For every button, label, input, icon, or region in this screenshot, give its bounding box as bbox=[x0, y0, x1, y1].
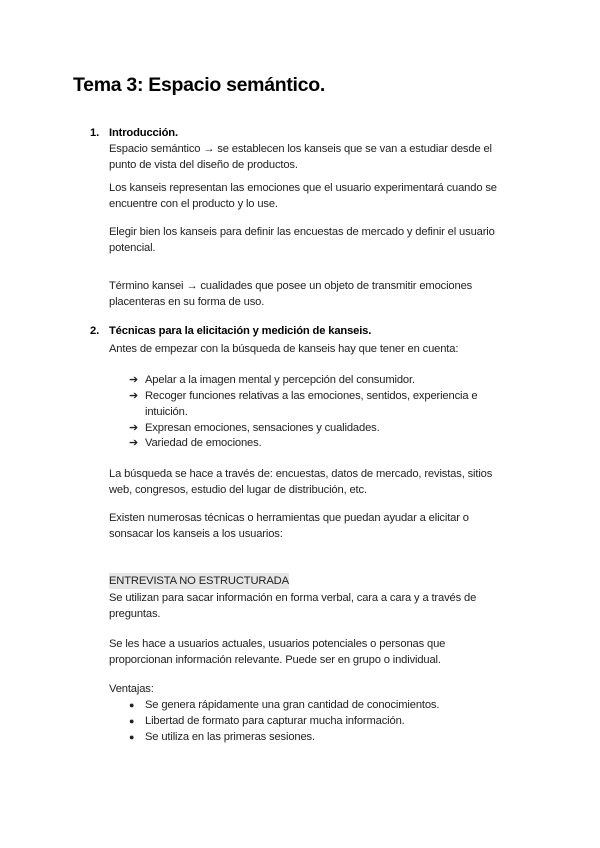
section-number: 2. bbox=[90, 325, 100, 337]
paragraph-line: encuentre con el producto y lo use. bbox=[109, 198, 278, 210]
paragraph-line: Espacio semántico → se establecen los kanseis que se van a estudiar desde el bbox=[109, 143, 492, 155]
paragraph-line: Elegir bien los kanseis para definir las encuestas de mercado y definir el usuario bbox=[109, 226, 495, 238]
bullet-icon: ● bbox=[129, 700, 135, 710]
paragraph-line: sonsacar los kanseis a los usuarios: bbox=[109, 528, 283, 540]
paragraph-line: proporcionan información relevante. Puede ser en grupo o individual. bbox=[109, 654, 441, 666]
list-item: Se utiliza en las primeras sesiones. bbox=[145, 731, 315, 743]
paragraph-line: Antes de empezar con la búsqueda de kanseis hay que tener en cuenta: bbox=[109, 343, 459, 355]
paragraph-line: preguntas. bbox=[109, 608, 161, 620]
arrow-bullet-icon: ➔ bbox=[129, 437, 139, 449]
paragraph-line: potencial. bbox=[109, 242, 156, 254]
paragraph-line: Los kanseis representan las emociones que el usuario experimentará cuando se bbox=[109, 182, 497, 194]
list-item: Apelar a la imagen mental y percepción del consumidor. bbox=[145, 374, 415, 386]
paragraph-line: placenteras en su forma de uso. bbox=[109, 296, 265, 308]
subsection-heading: ENTREVISTA NO ESTRUCTURADA bbox=[109, 575, 289, 587]
paragraph-line: Se utilizan para sacar información en forma verbal, cara a cara y a través de bbox=[109, 592, 477, 604]
list-item: intuición. bbox=[145, 406, 188, 418]
list-item: Libertad de formato para capturar mucha información. bbox=[145, 715, 405, 727]
arrow-bullet-icon: ➔ bbox=[129, 374, 139, 386]
list-item: Recoger funciones relativas a las emociones, sentidos, experiencia e bbox=[145, 390, 478, 402]
paragraph-line: web, congresos, estudio del lugar de distribución, etc. bbox=[109, 484, 367, 496]
bullet-icon: ● bbox=[129, 732, 135, 742]
arrow-bullet-icon: ➔ bbox=[129, 422, 139, 434]
list-item: Se genera rápidamente una gran cantidad de conocimientos. bbox=[145, 699, 440, 711]
list-item: Variedad de emociones. bbox=[145, 437, 262, 449]
section-heading: Técnicas para la elicitación y medición de kanseis. bbox=[109, 325, 372, 337]
paragraph-line: Existen numerosas técnicas o herramientas que puedan ayudar a elicitar o bbox=[109, 512, 469, 524]
list-label: Ventajas: bbox=[109, 683, 154, 695]
bullet-icon: ● bbox=[129, 716, 135, 726]
paragraph-line: punto de vista del diseño de productos. bbox=[109, 159, 298, 171]
paragraph-line: La búsqueda se hace a través de: encuestas, datos de mercado, revistas, sitios bbox=[109, 468, 493, 480]
list-item: Expresan emociones, sensaciones y cualidades. bbox=[145, 422, 380, 434]
section-heading: Introducción. bbox=[109, 127, 178, 139]
paragraph-line: Término kansei → cualidades que posee un objeto de transmitir emociones bbox=[109, 280, 473, 292]
section-number: 1. bbox=[90, 127, 100, 139]
page-title: Tema 3: Espacio semántico. bbox=[73, 74, 325, 96]
paragraph-line: Se les hace a usuarios actuales, usuarios potenciales o personas que bbox=[109, 638, 446, 650]
arrow-bullet-icon: ➔ bbox=[129, 390, 139, 402]
